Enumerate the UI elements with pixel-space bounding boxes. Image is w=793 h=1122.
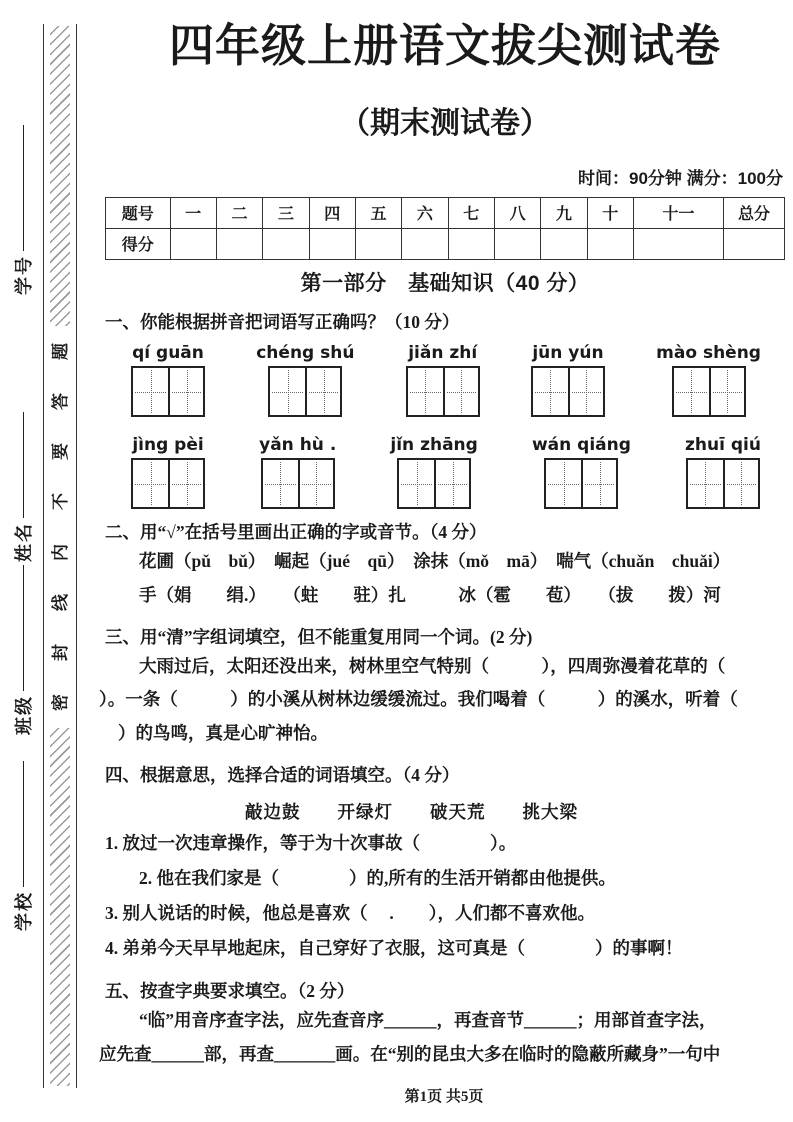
writing-grid[interactable] [131,458,205,509]
seal-hatch-top [50,26,70,326]
pinyin-word-group [131,343,205,417]
pinyin-label: jiǎn zhí [408,343,478,363]
pinyin-label: zhuī qiú [685,435,761,455]
pinyin-word-group [532,435,631,509]
sealed-margin [0,0,95,1122]
question-2-options-line-2[interactable]: 手（娟 绢.） （蛀 驻）扎 冰（雹 苞） （拔 拨）河 [139,584,721,605]
seal-char: 内 [50,543,70,561]
question-2-stem: 二、用“√”在括号里画出正确的字或音节。（4 分） [105,522,487,542]
student-number-label: 学号 [14,255,34,295]
exam-content [95,0,793,1122]
student-name-field[interactable] [11,412,35,562]
writing-cell[interactable] [305,368,340,415]
pinyin-word-group [131,435,205,509]
score-cell[interactable] [587,228,633,259]
score-cell[interactable] [633,228,723,259]
score-cell[interactable] [723,228,784,259]
pinyin-label: yǎn hù . [259,435,337,455]
student-number-field[interactable] [11,125,35,295]
question-4-item-3[interactable]: 3. 别人说话的时候，他总是喜欢（ . ），人们都不喜欢他。 [105,903,595,923]
question-3-text-line-2[interactable]: ）。一条（ ）的小溪从树林边缓缓流过。我们喝着（ ）的溪水，听着（ [99,689,738,710]
score-table-header-row [106,197,785,228]
score-cell[interactable] [541,228,587,259]
student-name-blank-line[interactable] [23,412,24,518]
pinyin-word-group [406,343,480,417]
seal-hatch-bottom [50,728,70,1086]
seal-char: 题 [50,342,70,360]
school-field[interactable] [11,761,35,931]
question-4-item-2[interactable]: 2. 他在我们家是（ ）的,所有的生活开销都由他提供。 [139,868,616,888]
score-cell[interactable] [355,228,401,259]
score-cell[interactable] [494,228,540,259]
writing-cell[interactable] [688,460,723,507]
pinyin-label: mào shèng [656,343,761,363]
score-table-header-cell: 十一 [633,197,723,228]
question-5-stem: 五、按查字典要求填空。（2 分） [105,981,355,1001]
writing-cell[interactable] [709,368,744,415]
score-table-header-cell: 一 [170,197,216,228]
writing-cell[interactable] [270,368,305,415]
question-1-stem: 一、你能根据拼音把词语写正确吗？（10 分） [105,311,460,332]
question-3-text-line-3[interactable]: ）的鸟鸣，真是心旷神怡。 [118,722,328,743]
question-4-stem: 四、根据意思，选择合适的词语填空。（4 分） [105,764,460,785]
writing-cell[interactable] [133,460,168,507]
score-table-header-cell: 四 [309,197,355,228]
pinyin-row-2 [131,435,761,509]
pinyin-word-group [390,435,477,509]
score-cell[interactable] [402,228,448,259]
student-name-label: 姓名 [14,522,34,562]
writing-grid[interactable] [544,458,618,509]
writing-cell[interactable] [674,368,709,415]
question-3-stem: 三、用“清”字组词填空，但不能重复用同一个词。(2 分) [105,626,533,647]
school-blank-line[interactable] [23,761,24,887]
exam-subtitle: （期末测试卷） [340,106,550,140]
question-5-text-line-2[interactable]: 应先查______部，再查_______画。在“别的昆虫大多在临时的隐蔽所藏身”一句中 [99,1043,721,1064]
writing-cell[interactable] [443,368,478,415]
writing-cell[interactable] [723,460,758,507]
class-label: 班级 [14,695,34,735]
class-field[interactable] [11,565,35,735]
writing-cell[interactable] [168,368,203,415]
writing-grid[interactable] [268,366,342,417]
score-table-header-cell: 二 [216,197,262,228]
score-cell[interactable] [263,228,309,259]
writing-grid[interactable] [686,458,760,509]
pinyin-word-group [531,343,605,417]
pinyin-word-group [656,343,761,417]
score-table-score-row [106,228,785,259]
school-label: 学校 [14,891,34,931]
seal-char: 封 [50,644,70,662]
pinyin-label: jǐn zhāng [390,435,478,455]
seal-char: 要 [50,443,70,461]
score-row-label: 得分 [106,228,171,259]
score-table-header-cell: 总分 [723,197,784,228]
time-score-info: 时间：90分钟 满分：100分 [578,168,783,188]
writing-cell[interactable] [533,368,568,415]
question-4-item-1[interactable]: 1. 放过一次违章操作，等于为十次事故（ ）。 [105,833,517,853]
seal-char: 线 [50,593,70,611]
question-5-text-line-1[interactable]: “临”用音序查字法，应先查音序______，再查音节______；用部首查字法， [139,1010,717,1031]
seal-char: 答 [50,392,70,410]
seal-char: 密 [50,694,70,712]
score-table-header-cell: 八 [494,197,540,228]
score-table-header-cell: 十 [587,197,633,228]
section-1-heading: 第一部分 基础知识（40 分） [300,271,590,295]
writing-grid[interactable] [406,366,480,417]
writing-cell[interactable] [298,460,333,507]
seal-line-strip [43,24,77,1088]
question-4-item-4[interactable]: 4. 弟弟今天早早地起床，自己穿好了衣服，这可真是（ ）的事啊！ [105,938,683,958]
writing-cell[interactable] [263,460,298,507]
pinyin-word-group [685,435,761,509]
pinyin-row-1 [131,343,761,417]
pinyin-word-group [256,343,354,417]
pinyin-label: qí guān [132,343,204,363]
question-3-text-line-1[interactable]: 大雨过后，太阳还没出来，树林里空气特别（ ），四周弥漫着花草的（ [139,656,726,676]
writing-cell[interactable] [568,368,603,415]
score-table-header-cell: 七 [448,197,494,228]
student-number-blank-line[interactable] [23,125,24,251]
score-table-header-cell: 六 [402,197,448,228]
page-number: 第1页 共5页 [404,1089,484,1105]
writing-grid[interactable] [531,366,605,417]
writing-cell[interactable] [546,460,581,507]
score-table-header-cell: 三 [263,197,309,228]
pinyin-label: wán qiáng [531,435,631,455]
score-table [105,197,785,260]
class-blank-line[interactable] [23,565,24,691]
seal-line-text [52,326,69,728]
seal-char: 不 [50,493,70,511]
pinyin-label: jūn yún [532,343,604,363]
writing-cell[interactable] [399,460,434,507]
score-table-header-cell: 五 [355,197,401,228]
writing-grid[interactable] [397,458,471,509]
score-cell[interactable] [170,228,216,259]
score-cell[interactable] [309,228,355,259]
exam-title: 四年级上册语文拔尖测试卷 [168,20,721,71]
writing-grid[interactable] [672,366,746,417]
writing-cell[interactable] [168,460,203,507]
writing-grid[interactable] [261,458,335,509]
pinyin-word-group [259,435,336,509]
score-table-header-cell: 九 [541,197,587,228]
score-table-header-cell: 题号 [106,197,171,228]
writing-grid[interactable] [131,366,205,417]
writing-cell[interactable] [133,368,168,415]
pinyin-label: chéng shú [256,343,355,363]
question-2-options-line-1[interactable]: 花圃（pǔ bǔ） 崛起（jué qū） 涂抹（mǒ mā） 喘气（chuǎn chuǎi） [139,551,731,572]
writing-cell[interactable] [581,460,616,507]
score-cell[interactable] [448,228,494,259]
question-4-word-bank: 敲边鼓 开绿灯 破天荒 挑大梁 [245,802,578,822]
writing-cell[interactable] [408,368,443,415]
score-cell[interactable] [216,228,262,259]
writing-cell[interactable] [434,460,469,507]
pinyin-label: jìng pèi [132,435,204,455]
